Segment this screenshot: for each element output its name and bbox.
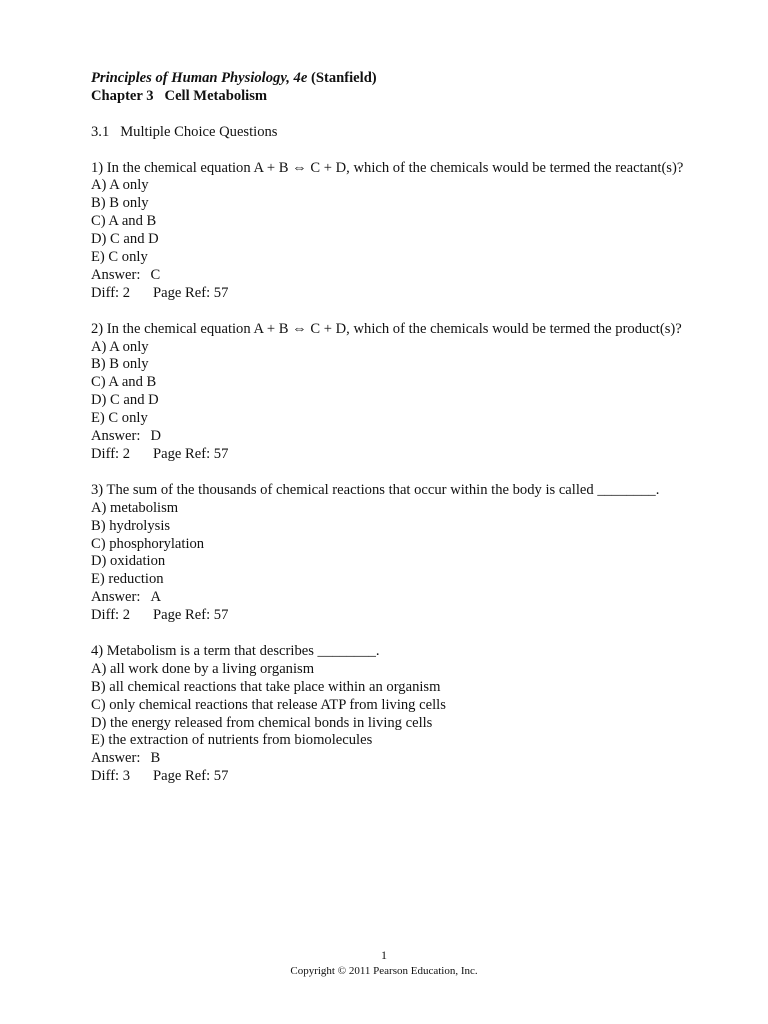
option-e: E) C only [91,410,148,427]
answer-label: Answer: [91,428,141,445]
answer-line [91,428,691,446]
book-title: Principles of Human Physiology, 4e [91,70,308,86]
answer-value: B [150,750,161,767]
question-text: 2) In the chemical equation A + B ⇔ C + D, which of the chemicals would be termed the product(s)? [91,320,682,337]
page-ref: Page Ref: 57 [153,768,229,785]
option-d: D) C and D [91,392,159,409]
chapter-number: Chapter 3 [91,87,154,104]
difficulty-line [91,446,691,464]
section-title: Multiple Choice Questions [120,123,278,140]
page-ref: Page Ref: 57 [153,607,229,624]
option-c: C) only chemical reactions that release ATP from living cells [91,696,446,713]
copyright-notice: Copyright © 2011 Pearson Education, Inc. [290,965,478,977]
chapter-line [91,88,691,106]
option-c: C) A and B [91,213,157,230]
book-title-line [91,70,691,88]
difficulty: Diff: 2 [91,284,131,301]
option-e: E) C only [91,249,148,266]
page-content [91,70,691,804]
section-number: 3.1 [91,123,110,140]
option-a: A) all work done by a living organism [91,660,315,677]
option-c: C) phosphorylation [91,535,205,552]
option-b: B) B only [91,195,149,212]
difficulty: Diff: 2 [91,445,131,462]
page-ref: Page Ref: 57 [153,445,229,462]
question-1 [91,160,691,303]
option-c: C) A and B [91,374,157,391]
option-b: B) hydrolysis [91,517,171,534]
option-b: B) B only [91,356,149,373]
document-header [91,70,691,106]
answer-line [91,589,691,607]
option-e: E) the extraction of nutrients from biomolecules [91,732,373,749]
option-a: A) A only [91,338,149,355]
question-2 [91,321,691,464]
difficulty: Diff: 2 [91,607,131,624]
answer-label: Answer: [91,266,141,283]
option-a: A) metabolism [91,499,179,516]
answer-line [91,267,691,285]
answer-value: C [150,266,161,283]
question-4 [91,643,691,786]
page-number: 1 [381,948,387,962]
option-d: D) C and D [91,231,159,248]
option-d: D) the energy released from chemical bonds in living cells [91,714,433,731]
book-author: (Stanfield) [311,70,377,86]
option-a: A) A only [91,177,149,194]
answer-label: Answer: [91,589,141,606]
difficulty-line [91,768,691,786]
option-e: E) reduction [91,571,164,588]
answer-value: A [150,589,161,606]
chapter-title: Cell Metabolism [164,87,268,104]
difficulty-line [91,285,691,303]
question-text: 4) Metabolism is a term that describes ________. [91,642,380,659]
option-d: D) oxidation [91,553,166,570]
question-text: 3) The sum of the thousands of chemical reactions that occur within the body is called ________. [91,481,660,498]
question-3 [91,482,691,625]
answer-value: D [150,428,161,445]
question-text: 1) In the chemical equation A + B ⇔ C + D, which of the chemicals would be termed the reactant(s)? [91,159,684,176]
option-b: B) all chemical reactions that take place within an organism [91,678,441,695]
difficulty: Diff: 3 [91,768,131,785]
section-heading [91,124,691,142]
answer-label: Answer: [91,750,141,767]
page-ref: Page Ref: 57 [153,284,229,301]
answer-line [91,750,691,768]
difficulty-line [91,607,691,625]
